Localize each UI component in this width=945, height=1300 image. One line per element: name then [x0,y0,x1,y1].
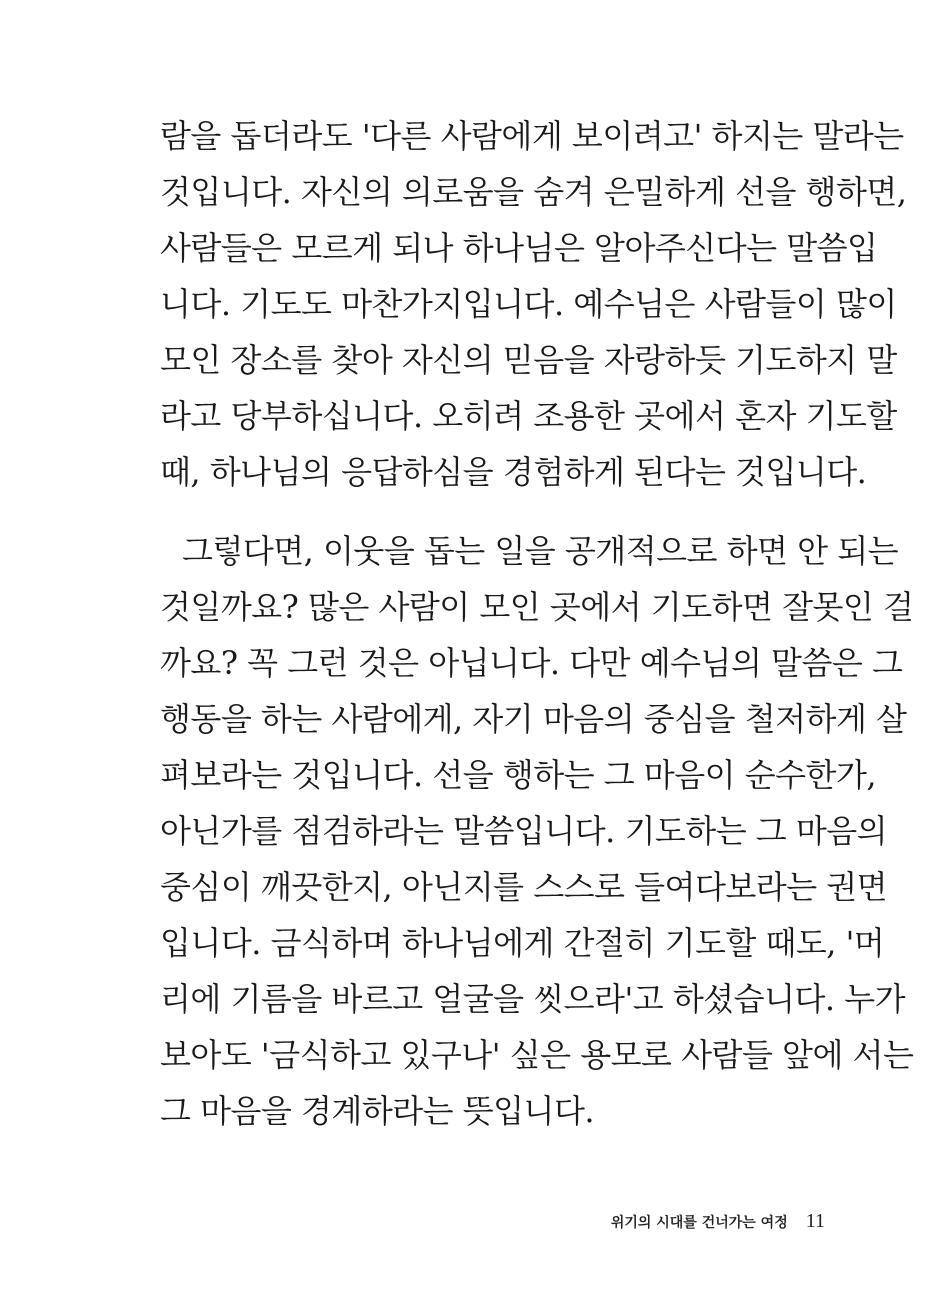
paragraph-line: 아닌가를 점검하라는 말씀입니다. 기도하는 그 마음의 [160,812,888,850]
paragraph-line: 라고 당부하십니다. 오히려 조용한 곳에서 혼자 기도할 [160,397,897,435]
paragraph-line: 리에 기름을 바르고 얼굴을 씻으라'고 하셨습니다. 누가 [160,980,906,1018]
paragraph-line: 사람들은 모르게 되나 하나님은 알아주신다는 말씀입 [160,229,878,267]
paragraph-2 [160,523,914,1139]
paragraph-line: 때, 하나님의 응답하심을 경험하게 된다는 것입니다. [160,453,867,491]
paragraph-line: 펴보라는 것입니다. 선을 행하는 그 마음이 순수한가, [160,756,877,794]
paragraph-line: 그 마음을 경계하라는 뜻입니다. [160,1092,595,1130]
paragraph-line: 것일까요? 많은 사람이 모인 곳에서 기도하면 잘못인 걸 [160,588,914,626]
page-footer [611,1210,825,1240]
paragraph-1 [160,108,907,500]
paragraph-line: 까요? 꼭 그런 것은 아닙니다. 다만 예수님의 말씀은 그 [160,644,903,682]
paragraph-line: 니다. 기도도 마찬가지입니다. 예수님은 사람들이 많이 [160,285,897,323]
paragraph-line: 모인 장소를 찾아 자신의 믿음을 자랑하듯 기도하지 말 [160,341,897,379]
paragraph-line: 행동을 하는 사람에게, 자기 마음의 중심을 철저하게 살 [160,700,907,738]
paragraph-line: 그렇다면, 이웃을 돕는 일을 공개적으로 하면 안 되는 [182,532,899,570]
page-number: 11 [805,1210,825,1232]
paragraph-line: 입니다. 금식하며 하나님에게 간절히 기도할 때도, '머 [160,924,885,962]
paragraph-line: 중심이 깨끗한지, 아닌지를 스스로 들여다보라는 권면 [160,868,888,906]
paragraph-line: 보아도 '금식하고 있구나' 싶은 용모로 사람들 앞에 서는 [160,1036,914,1074]
running-title: 위기의 시대를 건너가는 여정 [610,1215,788,1231]
paragraph-line: 람을 돕더라도 '다른 사람에게 보이려고' 하지는 말라는 [160,117,904,155]
paragraph-line: 것입니다. 자신의 의로움을 숨겨 은밀하게 선을 행하면, [160,173,907,211]
